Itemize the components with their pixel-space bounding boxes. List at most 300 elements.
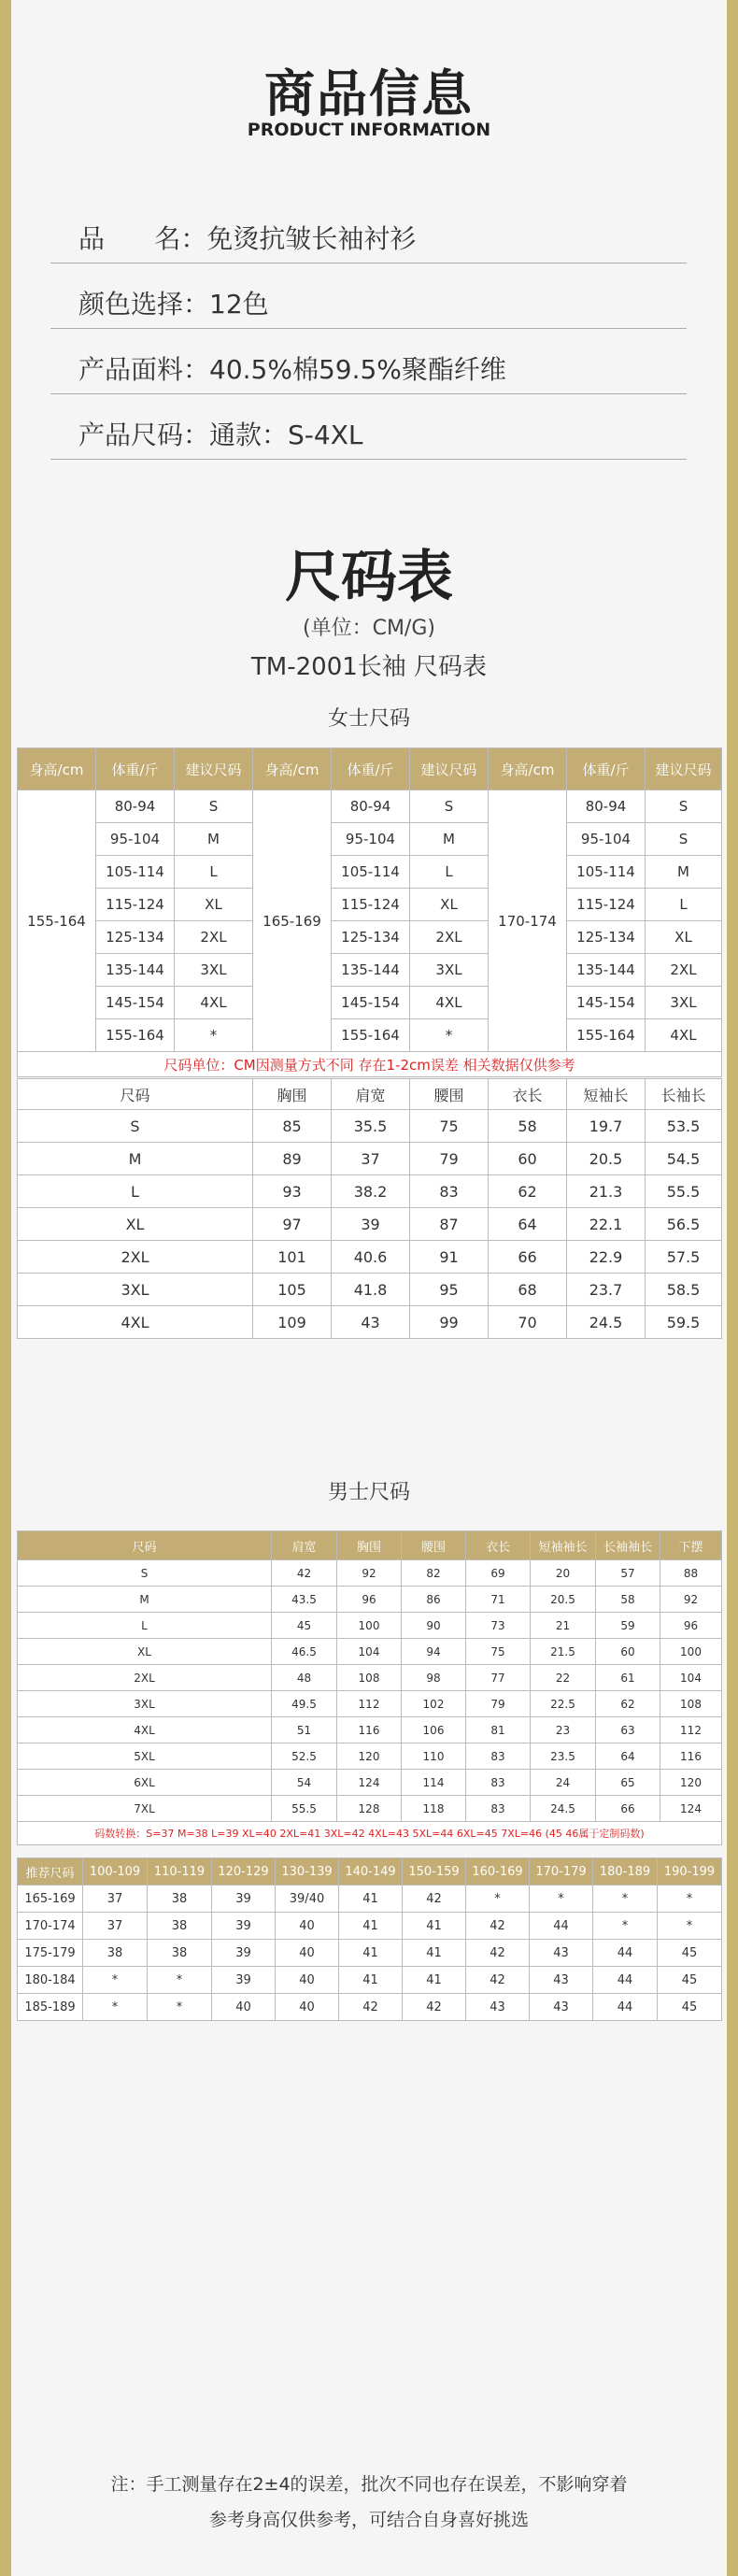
table-cell: 45 (658, 1994, 722, 2021)
table-cell: 54.5 (646, 1143, 722, 1175)
table-cell: 40 (276, 1994, 339, 2021)
weight-cell: 80-94 (96, 790, 175, 823)
table-header-cell: 短袖袖长 (531, 1531, 596, 1560)
weight-cell: 105-114 (96, 856, 175, 889)
table-cell: XL (18, 1208, 253, 1241)
table-cell: 118 (402, 1796, 466, 1822)
table-cell: 40 (276, 1940, 339, 1967)
size-cell: S (175, 790, 253, 823)
women-size-title: 女士尺码 (327, 707, 410, 731)
info-row-label: 颜色选择：12色 (78, 289, 269, 320)
table-cell: 79 (410, 1143, 489, 1175)
table-cell: 44 (593, 1940, 658, 1967)
table-cell: 41.8 (332, 1274, 410, 1306)
note-row (18, 1822, 722, 1845)
table-header-cell: 160-169 (466, 1858, 530, 1886)
table-header-cell: 130-139 (276, 1858, 339, 1886)
table-cell: 40 (276, 1913, 339, 1940)
table-header-cell: 尺码 (18, 1531, 272, 1560)
table-cell: 60 (596, 1639, 660, 1665)
table-cell: 106 (402, 1717, 466, 1743)
table-header-cell: 胸围 (253, 1079, 332, 1110)
size-chart-title: 尺码表 (285, 545, 453, 610)
men-fit-table (17, 1857, 722, 2021)
table-cell: 75 (466, 1639, 531, 1665)
info-row-fabric (50, 329, 687, 394)
table-header-cell: 身高/cm (18, 748, 96, 790)
table-cell: 101 (253, 1241, 332, 1274)
size-cell: 3XL (175, 954, 253, 987)
table-row (18, 1770, 722, 1796)
table-cell: 4XL (18, 1306, 253, 1339)
table-cell: 79 (466, 1691, 531, 1717)
size-chart-unit: (单位：CM/G) (303, 617, 435, 640)
table-cell: 48 (272, 1665, 337, 1691)
table-header-cell: 建议尺码 (410, 748, 489, 790)
table-header-row (18, 1531, 722, 1560)
weight-cell: 105-114 (567, 856, 646, 889)
table-cell: 42 (403, 1994, 466, 2021)
table-header-cell: 140-149 (339, 1858, 403, 1886)
table-row (18, 1208, 722, 1241)
men-measure-table (17, 1530, 722, 1845)
table-cell: 60 (489, 1143, 567, 1175)
size-cell: 4XL (410, 987, 489, 1019)
table-header-cell: 190-199 (658, 1858, 722, 1886)
table-cell: 99 (410, 1306, 489, 1339)
table-cell: 56.5 (646, 1208, 722, 1241)
table-cell: L (18, 1613, 272, 1639)
table-cell: 124 (337, 1770, 402, 1796)
note-row (18, 1052, 722, 1077)
weight-cell: 145-154 (96, 987, 175, 1019)
table-cell: 22.5 (531, 1691, 596, 1717)
table-cell: 180-184 (18, 1967, 83, 1994)
table-cell: 90 (402, 1613, 466, 1639)
table-cell: 21 (531, 1613, 596, 1639)
size-cell: 3XL (410, 954, 489, 987)
weight-cell: 95-104 (567, 823, 646, 856)
table-cell: 110 (402, 1743, 466, 1770)
table-cell: 43 (332, 1306, 410, 1339)
table-cell: 43 (530, 1940, 593, 1967)
size-cell: S (410, 790, 489, 823)
table-header-cell: 长袖长 (646, 1079, 722, 1110)
table-cell: 38 (148, 1940, 212, 1967)
table-cell: 2XL (18, 1241, 253, 1274)
weight-cell: 95-104 (332, 823, 410, 856)
weight-cell: 135-144 (567, 954, 646, 987)
table-cell: 44 (593, 1967, 658, 1994)
table-cell: 92 (337, 1560, 402, 1587)
table-cell: 120 (660, 1770, 722, 1796)
table-cell: 38 (148, 1886, 212, 1913)
table-cell: 45 (272, 1613, 337, 1639)
size-cell: XL (410, 889, 489, 921)
table-cell: 104 (337, 1639, 402, 1665)
weight-cell: 115-124 (332, 889, 410, 921)
table-cell: 58.5 (646, 1274, 722, 1306)
page-title: 商品信息 (264, 64, 474, 123)
table-cell: S (18, 1110, 253, 1143)
table-cell: 6XL (18, 1770, 272, 1796)
size-cell: 2XL (410, 921, 489, 954)
table-cell: 62 (489, 1175, 567, 1208)
table-cell: 104 (660, 1665, 722, 1691)
table-cell: * (83, 1994, 148, 2021)
table-header-cell: 身高/cm (253, 748, 332, 790)
table-cell: 81 (466, 1717, 531, 1743)
table-cell: * (530, 1886, 593, 1913)
table-cell: 71 (466, 1587, 531, 1613)
table-cell: 83 (410, 1175, 489, 1208)
table-cell: 2XL (18, 1665, 272, 1691)
table-cell: 38 (148, 1913, 212, 1940)
weight-cell: 115-124 (567, 889, 646, 921)
weight-cell: 125-134 (332, 921, 410, 954)
table-cell: 42 (466, 1940, 530, 1967)
table-cell: 97 (253, 1208, 332, 1241)
table-header-row (18, 1858, 722, 1886)
table-row (18, 921, 722, 954)
table-cell: 39 (212, 1967, 276, 1994)
table-cell: 23.7 (567, 1274, 646, 1306)
table-cell: 63 (596, 1717, 660, 1743)
size-cell: S (646, 823, 722, 856)
table-cell: 77 (466, 1665, 531, 1691)
table-cell: 95 (410, 1274, 489, 1306)
footnote-line: 注：手工测量存在2±4的误差，批次不同也存在误差，不影响穿着 (110, 2474, 628, 2495)
table-cell: 57.5 (646, 1241, 722, 1274)
size-cell: L (646, 889, 722, 921)
table-cell: 40.6 (332, 1241, 410, 1274)
table-cell: 59.5 (646, 1306, 722, 1339)
size-cell: L (410, 856, 489, 889)
table-header-cell: 衣长 (489, 1079, 567, 1110)
table-cell: 83 (466, 1743, 531, 1770)
table-cell: 91 (410, 1241, 489, 1274)
table-header-cell: 100-109 (83, 1858, 148, 1886)
table-row (18, 1306, 722, 1339)
weight-cell: 125-134 (96, 921, 175, 954)
size-cell: 2XL (646, 954, 722, 987)
table-cell: 170-174 (18, 1913, 83, 1940)
table-cell: S (18, 1560, 272, 1587)
men-size-title: 男士尺码 (327, 1481, 410, 1504)
table-cell: 40 (276, 1967, 339, 1994)
table-row (18, 1913, 722, 1940)
table-cell: 61 (596, 1665, 660, 1691)
table-cell: 86 (402, 1587, 466, 1613)
table-cell: 120 (337, 1743, 402, 1770)
table-cell: 165-169 (18, 1886, 83, 1913)
table-header-cell: 体重/斤 (96, 748, 175, 790)
table-cell: 49.5 (272, 1691, 337, 1717)
table-cell: 82 (402, 1560, 466, 1587)
weight-cell: 145-154 (567, 987, 646, 1019)
table-row (18, 1175, 722, 1208)
size-cell: 3XL (646, 987, 722, 1019)
table-header-cell: 肩宽 (272, 1531, 337, 1560)
table-cell: 66 (596, 1796, 660, 1822)
weight-cell: 135-144 (332, 954, 410, 987)
table-cell: 41 (339, 1886, 403, 1913)
note-cell: 尺码单位：CM因测量方式不同 存在1-2cm误差 相关数据仅供参考 (18, 1052, 722, 1077)
table-row (18, 1110, 722, 1143)
table-cell: M (18, 1143, 253, 1175)
table-row (18, 954, 722, 987)
table-cell: 39 (212, 1913, 276, 1940)
weight-cell: 115-124 (96, 889, 175, 921)
height-cell: 155-164 (18, 790, 96, 1052)
table-row (18, 1743, 722, 1770)
women-fit-table (17, 747, 722, 1077)
weight-cell: 105-114 (332, 856, 410, 889)
info-row-color (50, 263, 687, 329)
table-cell: 41 (339, 1913, 403, 1940)
table-cell: 89 (253, 1143, 332, 1175)
weight-cell: 155-164 (332, 1019, 410, 1052)
table-cell: 109 (253, 1306, 332, 1339)
table-cell: 23.5 (531, 1743, 596, 1770)
table-cell: 44 (593, 1994, 658, 2021)
table-row (18, 1560, 722, 1587)
table-cell: 70 (489, 1306, 567, 1339)
table-cell: 64 (489, 1208, 567, 1241)
weight-cell: 80-94 (567, 790, 646, 823)
table-cell: 42 (403, 1886, 466, 1913)
table-cell: 73 (466, 1613, 531, 1639)
table-cell: 108 (660, 1691, 722, 1717)
table-cell: 100 (337, 1613, 402, 1639)
table-cell: 22 (531, 1665, 596, 1691)
table-cell: * (466, 1886, 530, 1913)
table-cell: 39 (212, 1886, 276, 1913)
table-cell: 40 (212, 1994, 276, 2021)
table-header-cell: 尺码 (18, 1079, 253, 1110)
table-cell: 75 (410, 1110, 489, 1143)
table-cell: 3XL (18, 1691, 272, 1717)
table-cell: 20.5 (531, 1587, 596, 1613)
table-cell: 128 (337, 1796, 402, 1822)
size-cell: S (646, 790, 722, 823)
table-cell: 112 (337, 1691, 402, 1717)
table-header-cell: 建议尺码 (175, 748, 253, 790)
table-cell: 43 (530, 1994, 593, 2021)
table-cell: 83 (466, 1796, 531, 1822)
weight-cell: 95-104 (96, 823, 175, 856)
table-cell: 41 (339, 1967, 403, 1994)
table-header-cell: 腰围 (410, 1079, 489, 1110)
table-header-cell: 肩宽 (332, 1079, 410, 1110)
table-cell: 46.5 (272, 1639, 337, 1665)
table-cell: 45 (658, 1967, 722, 1994)
table-cell: 68 (489, 1274, 567, 1306)
height-cell: 170-174 (489, 790, 567, 1052)
table-row (18, 1796, 722, 1822)
table-header-row (18, 1079, 722, 1110)
table-cell: 175-179 (18, 1940, 83, 1967)
size-cell: * (410, 1019, 489, 1052)
table-header-cell: 180-189 (593, 1858, 658, 1886)
table-cell: 58 (596, 1587, 660, 1613)
table-header-cell: 120-129 (212, 1858, 276, 1886)
footnote (11, 2467, 727, 2538)
table-row (18, 1665, 722, 1691)
table-cell: 39 (212, 1940, 276, 1967)
table-cell: 65 (596, 1770, 660, 1796)
table-cell: 42 (339, 1994, 403, 2021)
table-header-cell: 110-119 (148, 1858, 212, 1886)
table-row (18, 1994, 722, 2021)
weight-cell: 80-94 (332, 790, 410, 823)
table-cell: 83 (466, 1770, 531, 1796)
table-cell: * (658, 1886, 722, 1913)
table-cell: 64 (596, 1743, 660, 1770)
table-cell: 43.5 (272, 1587, 337, 1613)
table-header-cell: 衣长 (466, 1531, 531, 1560)
table-cell: 52.5 (272, 1743, 337, 1770)
table-cell: 35.5 (332, 1110, 410, 1143)
weight-cell: 125-134 (567, 921, 646, 954)
table-cell: 20 (531, 1560, 596, 1587)
info-row-size (50, 394, 687, 460)
table-cell: 20.5 (567, 1143, 646, 1175)
table-cell: 42 (466, 1913, 530, 1940)
table-header-cell: 150-159 (403, 1858, 466, 1886)
product-detail-page (11, 0, 727, 2576)
table-cell: 37 (332, 1143, 410, 1175)
table-cell: 116 (660, 1743, 722, 1770)
size-cell: XL (646, 921, 722, 954)
table-row (18, 1587, 722, 1613)
table-cell: * (658, 1913, 722, 1940)
table-cell: 41 (339, 1940, 403, 1967)
table-header-cell: 长袖袖长 (596, 1531, 660, 1560)
size-cell: M (410, 823, 489, 856)
table-cell: 88 (660, 1560, 722, 1587)
size-cell: 4XL (175, 987, 253, 1019)
table-cell: 42 (272, 1560, 337, 1587)
table-cell: 43 (466, 1994, 530, 2021)
table-row (18, 1691, 722, 1717)
table-cell: XL (18, 1639, 272, 1665)
size-cell: 2XL (175, 921, 253, 954)
table-cell: 93 (253, 1175, 332, 1208)
table-row (18, 1241, 722, 1274)
table-row (18, 1143, 722, 1175)
table-cell: 22.9 (567, 1241, 646, 1274)
table-cell: 108 (337, 1665, 402, 1691)
table-cell: 42 (466, 1967, 530, 1994)
table-row (18, 987, 722, 1019)
page-subtitle: PRODUCT INFORMATION (247, 120, 491, 140)
footnote-line: 参考身高仅供参考，可结合自身喜好挑选 (208, 2510, 529, 2530)
table-cell: 66 (489, 1241, 567, 1274)
size-cell: L (175, 856, 253, 889)
table-row (18, 856, 722, 889)
table-header-cell: 推荐尺码 (18, 1858, 83, 1886)
table-row (18, 1940, 722, 1967)
table-cell: 69 (466, 1560, 531, 1587)
table-row (18, 1717, 722, 1743)
table-row (18, 1613, 722, 1639)
table-cell: 3XL (18, 1274, 253, 1306)
table-header-cell: 胸围 (337, 1531, 402, 1560)
table-cell: 51 (272, 1717, 337, 1743)
table-cell: 54 (272, 1770, 337, 1796)
table-cell: 57 (596, 1560, 660, 1587)
table-cell: 4XL (18, 1717, 272, 1743)
info-row-name (50, 198, 687, 263)
table-row (18, 790, 722, 823)
table-cell: 24.5 (531, 1796, 596, 1822)
table-cell: 62 (596, 1691, 660, 1717)
table-header-cell: 体重/斤 (567, 748, 646, 790)
table-header-cell: 170-179 (530, 1858, 593, 1886)
table-cell: 21.5 (531, 1639, 596, 1665)
table-cell: 41 (403, 1967, 466, 1994)
table-cell: * (593, 1886, 658, 1913)
info-row-label: 产品尺码：通款：S-4XL (78, 420, 363, 450)
table-cell: 58 (489, 1110, 567, 1143)
table-row (18, 823, 722, 856)
table-cell: 124 (660, 1796, 722, 1822)
table-cell: 43 (530, 1967, 593, 1994)
table-cell: L (18, 1175, 253, 1208)
weight-cell: 135-144 (96, 954, 175, 987)
table-header-row (18, 748, 722, 790)
table-cell: 37 (83, 1886, 148, 1913)
table-cell: 21.3 (567, 1175, 646, 1208)
table-header-cell: 建议尺码 (646, 748, 722, 790)
table-row (18, 1967, 722, 1994)
table-cell: 38.2 (332, 1175, 410, 1208)
table-cell: 98 (402, 1665, 466, 1691)
table-cell: 55.5 (272, 1796, 337, 1822)
table-cell: 96 (337, 1587, 402, 1613)
table-header-cell: 体重/斤 (332, 748, 410, 790)
table-header-cell: 腰围 (402, 1531, 466, 1560)
table-cell: 116 (337, 1717, 402, 1743)
table-cell: 23 (531, 1717, 596, 1743)
size-cell: * (175, 1019, 253, 1052)
table-header-cell: 短袖长 (567, 1079, 646, 1110)
table-cell: * (148, 1994, 212, 2021)
table-row (18, 1274, 722, 1306)
women-measure-table (17, 1078, 722, 1339)
table-header-cell: 下摆 (660, 1531, 722, 1560)
table-cell: 37 (83, 1913, 148, 1940)
table-cell: 55.5 (646, 1175, 722, 1208)
table-cell: 22.1 (567, 1208, 646, 1241)
size-cell: XL (175, 889, 253, 921)
info-row-label: 产品面料：40.5%棉59.5%聚酯纤维 (78, 354, 506, 385)
weight-cell: 155-164 (567, 1019, 646, 1052)
size-cell: M (646, 856, 722, 889)
table-cell: 53.5 (646, 1110, 722, 1143)
size-cell: 4XL (646, 1019, 722, 1052)
table-cell: 5XL (18, 1743, 272, 1770)
table-row (18, 889, 722, 921)
table-cell: 44 (530, 1913, 593, 1940)
table-cell: * (83, 1967, 148, 1994)
table-cell: * (593, 1913, 658, 1940)
table-cell: 24 (531, 1770, 596, 1796)
table-row (18, 1019, 722, 1052)
info-row-label: 品 名：免烫抗皱长袖衬衫 (78, 223, 417, 254)
table-cell: * (148, 1967, 212, 1994)
